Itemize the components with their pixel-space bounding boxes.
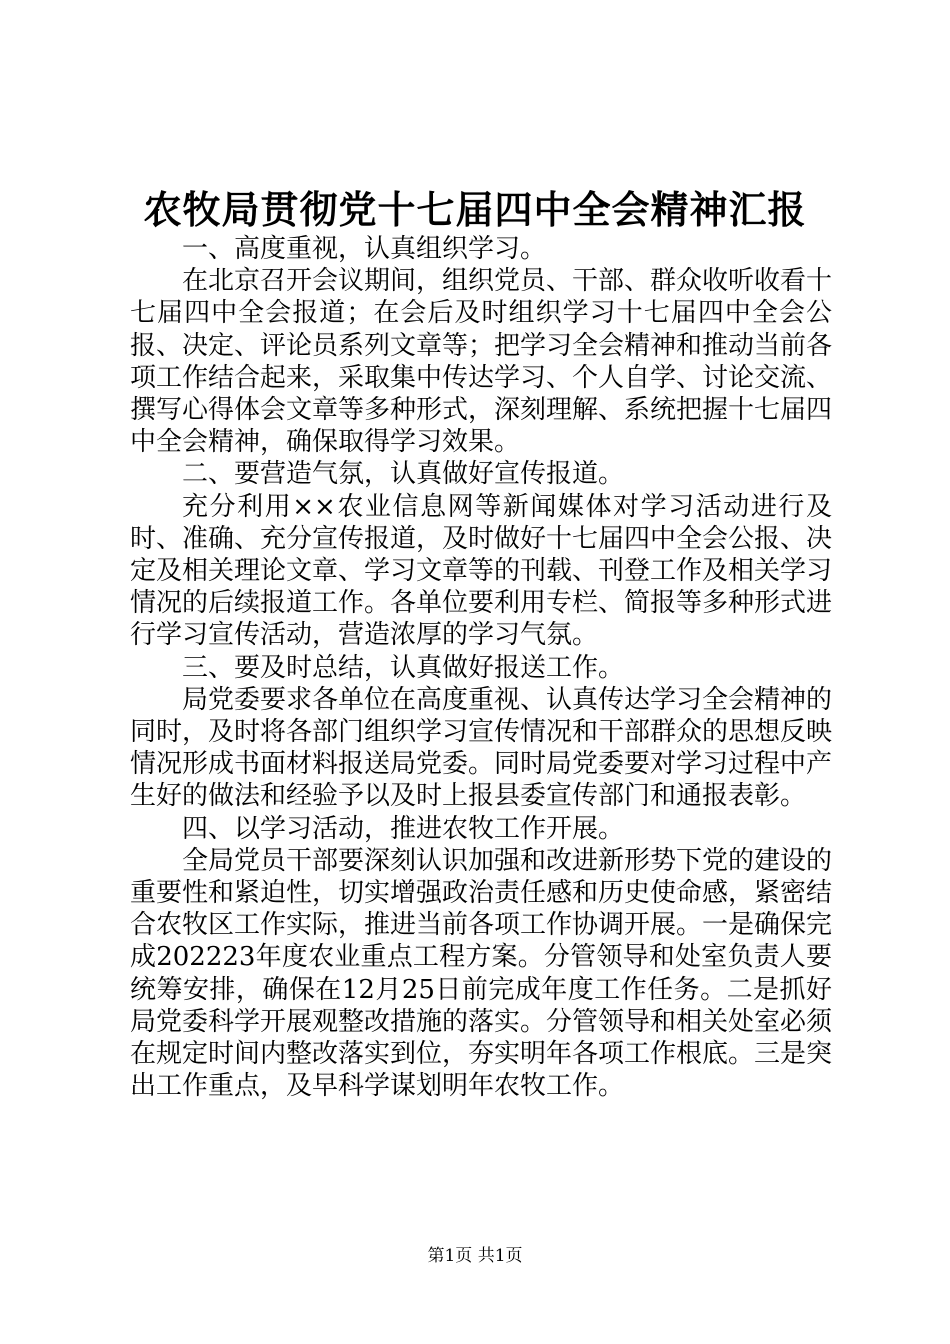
section-paragraph-4: 全局党员干部要深刻认识加强和改进新形势下党的建设的重要性和紧迫性，切实增强政治责任感和历史使命感，紧密结合农牧区工作实际，推进当前各项工作协调开展。一是确保完成202223年度农业重点工程方案。分管领导和处室负责人要统筹安排，确保在12月25日前完成年度工作任务。二是抓好局党委科学开展观整改措施的落实。分管领导和相关处室必须在规定时间内整改落实到位，夯实明年各项工作根底。三是突出工作重点，及早科学谋划明年农牧工作。 — [130, 845, 833, 1102]
page-footer: 第1页 共1页 — [427, 1246, 523, 1266]
section-heading-2: 二、要营造气氛，认真做好宣传报道。 — [182, 459, 625, 490]
section-paragraph-2: 充分利用××农业信息网等新闻媒体对学习活动进行及时、准确、充分宣传报道，及时做好十七届四中全会公报、决定及相关理论文章、学习文章等的刊载、刊登工作及相关学习情况的后续报道工作。各单位要利用专栏、简报等多种形式进行学习宣传活动，营造浓厚的学习气氛。 — [130, 491, 833, 651]
section-paragraph-1: 在北京召开会议期间，组织党员、干部、群众收听收看十七届四中全会报道；在会后及时组织学习十七届四中全会公报、决定、评论员系列文章等；把学习全会精神和推动当前各项工作结合起来，采取集中传达学习、个人自学、讨论交流、撰写心得体会文章等多种形式，深刻理解、系统把握十七届四中全会精神，确保取得学习效果。 — [130, 266, 833, 458]
section-heading-3: 三、要及时总结，认真做好报送工作。 — [182, 652, 625, 683]
section-heading-1: 一、高度重视，认真组织学习。 — [182, 234, 547, 264]
document-title: 农牧局贯彻党十七届四中全会精神汇报 — [143, 187, 807, 232]
section-paragraph-3: 局党委要求各单位在高度重视、认真传达学习全会精神的同时，及时将各部门组织学习宣传情况和干部群众的思想反映情况形成书面材料报送局党委。同时局党委要对学习过程中产生好的做法和经验予以及时上报县委宣传部门和通报表彰。 — [130, 684, 833, 812]
document-body — [130, 233, 832, 1102]
section-heading-4: 四、以学习活动，推进农牧工作开展。 — [182, 813, 625, 844]
